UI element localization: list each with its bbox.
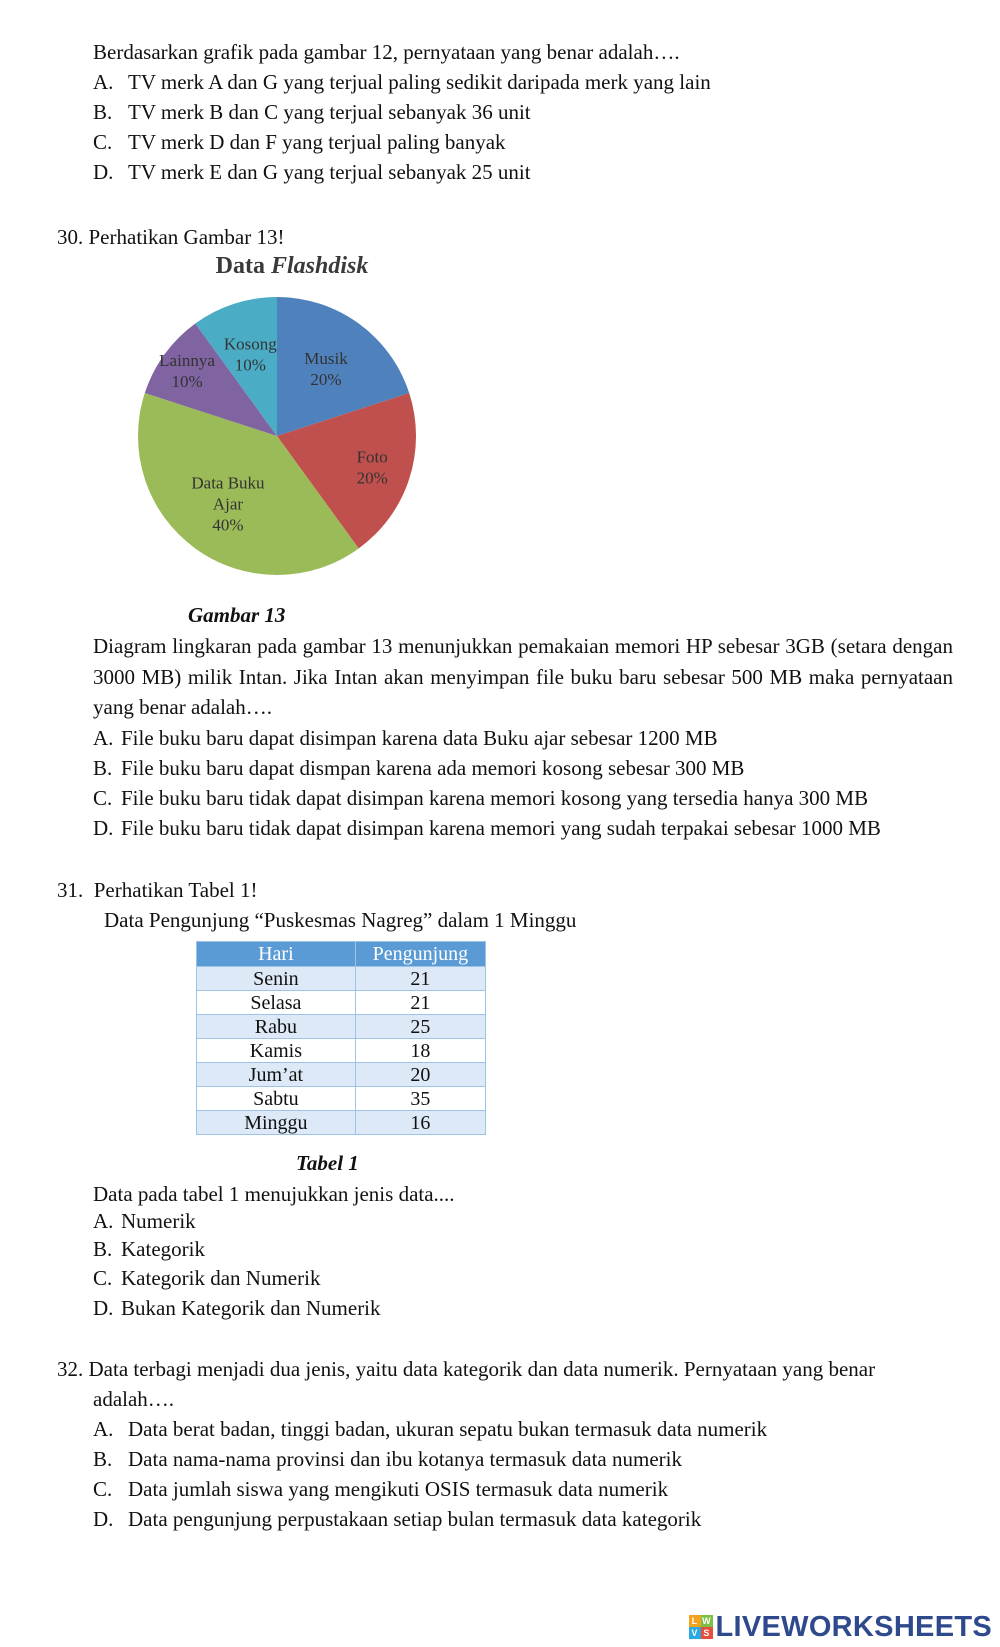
table-cell-day: Rabu (197, 1015, 356, 1039)
question-stem-text: Data terbagi menjadi dua jenis, yaitu data kategorik dan data numerik. Pernyataan yang benar (88, 1357, 876, 1381)
pie-label-name: Foto (356, 447, 388, 467)
option-letter: C. (93, 786, 113, 810)
option-text: Bukan Kategorik dan Numerik (121, 1296, 381, 1320)
pie-label-name: Musik (304, 349, 348, 369)
pie-label-percent: 20% (356, 468, 388, 488)
q32-option-c[interactable] (93, 1475, 668, 1503)
question-number: 30. (57, 225, 84, 249)
option-text: File buku baru dapat dismpan karena ada memori kosong sebesar 300 MB (121, 756, 745, 780)
table-cell-visitors: 16 (355, 1111, 485, 1135)
q30-option-c[interactable] (93, 784, 868, 812)
option-letter: D. (93, 1296, 114, 1320)
chart-title-plain: Data (215, 253, 271, 279)
option-letter: A. (93, 726, 114, 750)
q31-option-c[interactable] (93, 1264, 320, 1292)
question-number: 31. (57, 878, 84, 902)
q29-option-d[interactable] (93, 158, 531, 186)
column-header-day: Hari (197, 942, 356, 967)
option-letter: D. (93, 160, 114, 184)
logo-tile: L (689, 1615, 701, 1627)
option-letter: A. (93, 70, 114, 94)
q30-option-d[interactable] (93, 814, 881, 842)
logo-tile: W (702, 1616, 711, 1626)
option-text: Kategorik (121, 1237, 205, 1261)
option-letter: D. (93, 816, 114, 840)
option-text: File buku baru dapat disimpan karena data Buku ajar sebesar 1200 MB (121, 726, 718, 750)
chart-title (216, 253, 369, 279)
option-letter: C. (93, 1266, 113, 1290)
option-text: Data pengunjung perpustakaan setiap bulan termasuk data kategorik (128, 1507, 702, 1531)
option-text: TV merk B dan C yang terjual sebanyak 36 unit (128, 100, 531, 124)
logo-tile: S (701, 1627, 713, 1639)
table-cell-day: Minggu (197, 1111, 356, 1135)
q32-option-d[interactable] (93, 1505, 701, 1533)
q32-stem-line1 (57, 1355, 875, 1383)
table-row (197, 991, 486, 1015)
q29-stem: Berdasarkan grafik pada gambar 12, pernyataan yang benar adalah…. (93, 40, 680, 64)
q29-option-b[interactable] (93, 98, 531, 126)
table-cell-visitors: 21 (355, 967, 485, 991)
q31-table-caption: Tabel 1 (296, 1151, 359, 1175)
option-letter: B. (93, 1237, 113, 1261)
table-row (197, 967, 486, 991)
pie-label-name: Lainnya (159, 351, 215, 371)
table-cell-day: Senin (197, 967, 356, 991)
table-cell-day: Kamis (197, 1039, 356, 1063)
table-cell-visitors: 25 (355, 1015, 485, 1039)
table-cell-day: Selasa (197, 991, 356, 1015)
option-text: TV merk A dan G yang terjual paling sedikit daripada merk yang lain (128, 70, 711, 94)
table-row (197, 1111, 486, 1135)
option-text: Numerik (121, 1209, 196, 1233)
q30-paragraph: Diagram lingkaran pada gambar 13 menunjukkan pemakaian memori HP sebesar 3GB (setara dengan 3000 MB) milik Intan. Jika Intan akan menyimpan file buku baru sebesar 500 MB maka pernyataan yang benar adalah…. (93, 634, 953, 719)
table-cell-visitors: 35 (355, 1087, 485, 1111)
brand-name: LIVEWORKSHEETS (715, 1610, 992, 1643)
chart-title-italic: Flashdisk (270, 253, 369, 279)
q30-heading (57, 223, 284, 251)
table-row (197, 1039, 486, 1063)
question-heading-text: Perhatikan Tabel 1! (93, 878, 258, 902)
table-row (197, 1063, 486, 1087)
pie-label-name: Kosong (223, 334, 277, 354)
option-letter: A. (93, 1209, 114, 1233)
option-text: Data nama-nama provinsi dan ibu kotanya termasuk data numerik (128, 1447, 682, 1471)
q29-option-a[interactable] (93, 68, 711, 96)
table-header-row (197, 942, 486, 967)
pie-label-percent: 40% (212, 515, 244, 535)
flashdisk-pie-chart (130, 248, 460, 608)
option-letter: C. (93, 130, 113, 154)
option-text: TV merk E dan G yang terjual sebanyak 25 unit (128, 160, 531, 184)
option-text: Kategorik dan Numerik (121, 1266, 321, 1290)
pie-slices (138, 297, 416, 575)
q32-stem-line2: adalah…. (93, 1387, 175, 1411)
visitors-table (196, 941, 486, 1135)
logo-tile: V (689, 1627, 701, 1639)
pie-label-name: Data Buku (191, 473, 265, 493)
q31-stem: Data pada tabel 1 menujukkan jenis data.... (93, 1182, 455, 1206)
table-cell-visitors: 20 (355, 1063, 485, 1087)
option-letter: B. (93, 1447, 113, 1471)
option-text: File buku baru tidak dapat disimpan karena memori yang sudah terpakai sebesar 1000 MB (121, 816, 881, 840)
pie-label-percent: 10% (234, 355, 266, 375)
q31-table-title: Data Pengunjung “Puskesmas Nagreg” dalam 1 Minggu (104, 908, 577, 932)
pie-label-percent: 10% (171, 372, 203, 392)
liveworksheets-brand[interactable] (689, 1610, 993, 1644)
q31-option-b[interactable] (93, 1235, 205, 1263)
table-cell-visitors: 21 (355, 991, 485, 1015)
table-cell-day: Sabtu (197, 1087, 356, 1111)
q30-option-a[interactable] (93, 724, 718, 752)
option-text: Data berat badan, tinggi badan, ukuran sepatu bukan termasuk data numerik (128, 1417, 768, 1441)
option-text: Data jumlah siswa yang mengikuti OSIS termasuk data numerik (128, 1477, 669, 1501)
q31-option-d[interactable] (93, 1294, 381, 1322)
table-cell-day: Jum’at (197, 1063, 356, 1087)
option-letter: A. (93, 1417, 114, 1441)
q29-option-c[interactable] (93, 128, 506, 156)
question-heading-text: Perhatikan Gambar 13! (88, 225, 285, 249)
q32-option-a[interactable] (93, 1415, 767, 1443)
table-cell-visitors: 18 (355, 1039, 485, 1063)
q31-option-a[interactable] (93, 1207, 196, 1235)
option-letter: B. (93, 756, 113, 780)
table-row (197, 1015, 486, 1039)
pie-label-percent: 20% (310, 370, 342, 390)
column-header-visitors: Pengunjung (355, 942, 485, 967)
table-row (197, 1087, 486, 1111)
option-text: File buku baru tidak dapat disimpan karena memori kosong yang tersedia hanya 300 MB (121, 786, 869, 810)
q30-option-b[interactable] (93, 754, 744, 782)
pie-label-name: Ajar (212, 494, 244, 514)
question-number: 32. (57, 1357, 84, 1381)
liveworksheets-logo-icon (689, 1615, 713, 1639)
option-letter: B. (93, 100, 113, 124)
q31-heading (57, 876, 258, 904)
option-text: TV merk D dan F yang terjual paling banyak (128, 130, 506, 154)
q30-figure-caption: Gambar 13 (188, 603, 286, 627)
q32-option-b[interactable] (93, 1445, 682, 1473)
option-letter: D. (93, 1507, 114, 1531)
option-letter: C. (93, 1477, 113, 1501)
